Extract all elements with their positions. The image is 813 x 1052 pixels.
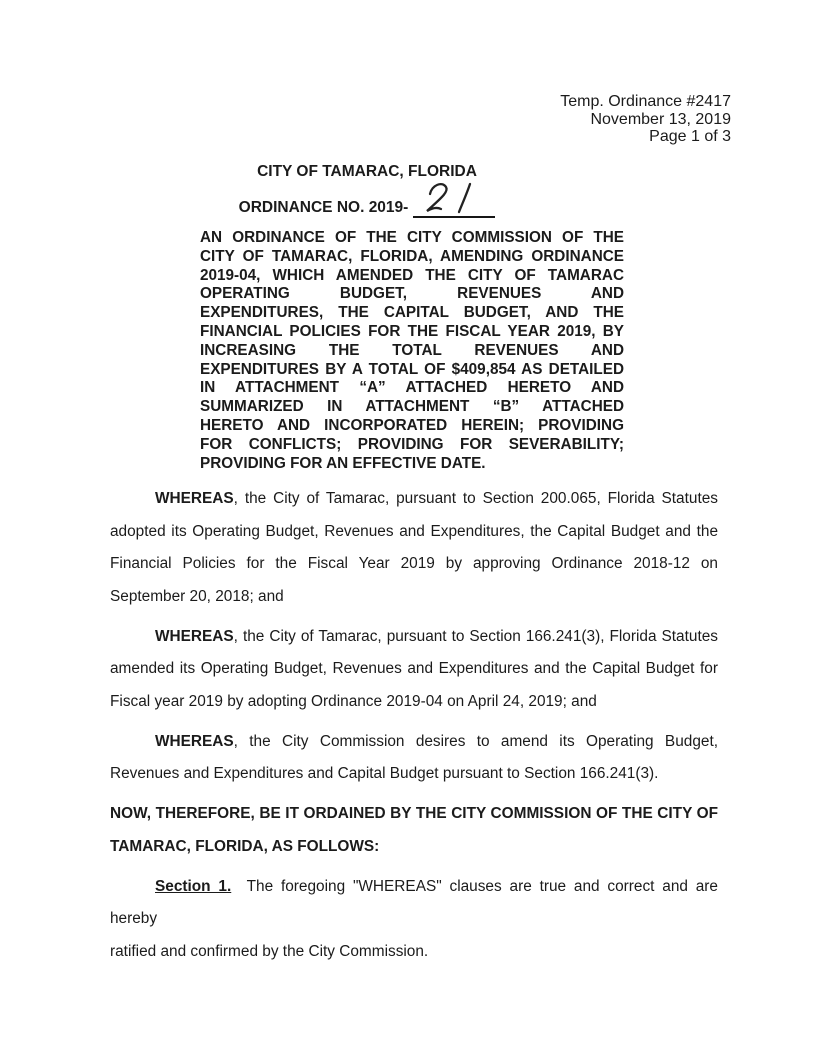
text-line: Financial Policies for the Fiscal Year 2019 by approving Ordinance 2018-12 on (110, 555, 718, 572)
ordinance-preamble (200, 229, 624, 473)
whereas-clause-3 (110, 726, 718, 791)
ordinance-number-blank (413, 195, 495, 218)
text-line: Revenues and Expenditures and Capital Budget pursuant to Section 166.241(3). (110, 765, 659, 782)
text-line (110, 621, 718, 654)
section-text: The foregoing "WHEREAS" clauses are true and correct and are hereby (110, 877, 718, 927)
whereas-clause-1 (110, 483, 718, 613)
preamble-line: 2019-04, WHICH AMENDED THE CITY OF TAMARAC (200, 266, 624, 284)
text-line: Fiscal year 2019 by adopting Ordinance 2019-04 on April 24, 2019; and (110, 692, 597, 710)
text-line (110, 483, 718, 516)
page-indicator: Page 1 of 3 (649, 128, 731, 145)
preamble-line: INCREASING THE TOTAL REVENUES AND (200, 341, 624, 359)
preamble-line: FOR CONFLICTS; PROVIDING FOR SEVERABILITY; (200, 435, 624, 453)
text-line: September 20, 2018; and (110, 587, 284, 605)
whereas-keyword: WHEREAS (155, 732, 234, 750)
clause-text: , the City Commission desires to amend its Operating Budget, (233, 732, 718, 750)
text-line: ratified and confirmed by the City Commission. (110, 942, 429, 960)
preamble-line: AN ORDINANCE OF THE CITY COMMISSION OF THE (200, 229, 624, 246)
whereas-keyword: WHEREAS (155, 490, 234, 507)
text-line: amended its Operating Budget, Revenues and Expenditures and the Capital Budget for (110, 660, 718, 677)
ordained-clause (110, 798, 718, 863)
text-line (110, 726, 718, 759)
temp-ordinance-number: Temp. Ordinance #2417 (560, 93, 731, 110)
text-line (110, 871, 718, 936)
clause-text: , the City of Tamarac, pursuant to Section 200.065, Florida Statutes (233, 490, 718, 507)
preamble-line: SUMMARIZED IN ATTACHMENT “B” ATTACHED (200, 398, 624, 416)
document-body (110, 483, 718, 968)
handwritten-ordinance-number (417, 180, 491, 216)
title-block (112, 163, 622, 218)
preamble-line: EXPENDITURES BY A TOTAL OF $409,854 AS DETAILED (200, 360, 624, 378)
clause-text: , the City of Tamarac, pursuant to Section 166.241(3), Florida Statutes (233, 627, 718, 645)
document-header (560, 93, 731, 146)
ordinance-number-label: ORDINANCE NO. 2019- (238, 199, 409, 216)
preamble-line: FINANCIAL POLICIES FOR THE FISCAL YEAR 2019, BY (200, 322, 624, 340)
section-1 (110, 871, 718, 969)
document-date: November 13, 2019 (590, 110, 731, 128)
preamble-line: PROVIDING FOR AN EFFECTIVE DATE. (200, 454, 486, 472)
ordinance-number-line (112, 195, 622, 218)
preamble-line: OPERATING BUDGET, REVENUES AND (200, 285, 624, 303)
preamble-line: EXPENDITURES, THE CAPITAL BUDGET, AND THE (200, 304, 624, 322)
text-line: adopted its Operating Budget, Revenues and Expenditures, the Capital Budget and the (110, 522, 718, 540)
preamble-line: CITY OF TAMARAC, FLORIDA, AMENDING ORDINANCE (200, 247, 624, 265)
preamble-line: HERETO AND INCORPORATED HEREIN; PROVIDING (200, 416, 624, 434)
preamble-line: IN ATTACHMENT “A” ATTACHED HERETO AND (200, 379, 624, 397)
section-1-heading: Section 1. (155, 877, 232, 895)
city-title: CITY OF TAMARAC, FLORIDA (257, 163, 477, 180)
whereas-clause-2 (110, 621, 718, 719)
text-line: NOW, THEREFORE, BE IT ORDAINED BY THE CITY COMMISSION OF THE CITY OF (110, 805, 718, 822)
whereas-keyword: WHEREAS (155, 627, 234, 645)
text-line: TAMARAC, FLORIDA, AS FOLLOWS: (110, 837, 380, 855)
